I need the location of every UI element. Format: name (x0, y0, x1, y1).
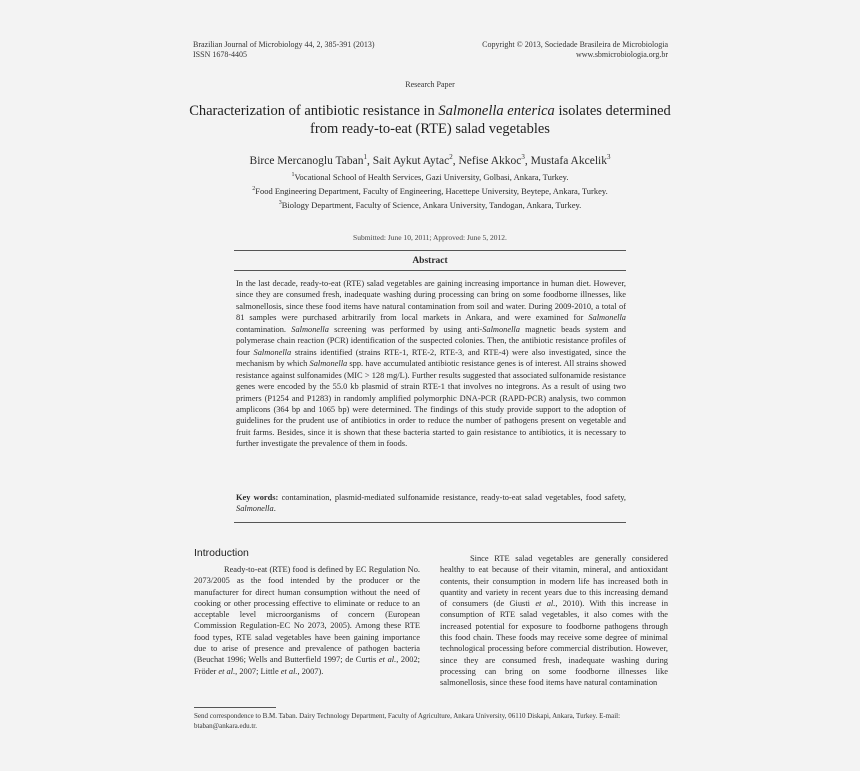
footnote-rule (194, 707, 276, 708)
intro-paragraph-1: Ready-to-eat (RTE) food is defined by EC Regulation No. 2073/2005 as the food intended by the producer or the manufacturer for direct human consumption without the need of cooking or other processing effective to eliminate or reduce to an acceptable level microorganisms of concern (European Commission Regulation-EC No 2073, 2005). Among these RTE food types, RTE salad vegetables have been gaining importance due to arise of presence and prevalence of pathogen bacteria (Beuchat 1996; Wells and Butterfield 1997; de Curtis et al., 2002; Fröder et al., 2007; Little et al., 2007). (194, 565, 421, 676)
abstract-heading-rule (234, 270, 626, 271)
title-line2: from ready-to-eat (RTE) salad vegetables (310, 121, 550, 137)
abstract-bottom-rule (234, 522, 626, 523)
affiliation: $^1$Vocational School of Health Services, Gazi University, Golbasi, Ankara, Turkey. (291, 171, 569, 182)
author: Nefise Akkoc$^3$, (458, 153, 531, 167)
abstract-top-rule (234, 250, 626, 251)
journal-citation (193, 40, 375, 60)
affiliations (180, 169, 680, 210)
article-type: Research Paper (405, 80, 455, 89)
journal-name: Brazilian Journal of Microbiology 44, 2, 385-391 (2013) (193, 40, 375, 49)
author-list (150, 150, 710, 168)
paper-title (180, 102, 680, 138)
author: Mustafa Akcelik$^3$ (530, 153, 611, 167)
title-text-end: isolates determined (554, 103, 671, 119)
correspondence-footnote: Send correspondence to B.M. Taban. Dairy Technology Department, Faculty of Agriculture, Ankara University, 06110 Diskapi, Ankara, Turkey. E-mail: btaban@ankara.edu.tr. (194, 712, 621, 730)
abstract-body: In the last decade, ready-to-eat (RTE) salad vegetables are gaining increasing importance in human diet. However, since they are consumed fresh, inadequate washing during processing can bring on some foodborne illnesses, like salmonellosis, since these food items have natural contamination from soil and water. During 2009-2010, a total of 81 samples were purchased arbitrarily from local markets in Ankara, and were examined for Salmonella contamination. Salmonella screening was performed by using anti-Salmonella magnetic beads system and polymerase chain reaction (PCR) identification of the suspected colonies. Then, the antibiotic resistance profiles of four Salmonella strains identified (strains RTE-1, RTE-2, RTE-3, and RTE-4) were also investigated, since the mechanism by which Salmonella spp. have accumulated antibiotic resistance genes is of interest. All strains showed resistance against sulfonamides (MIC > 128 mg/L). Further results suggested that associated sulfonamide resistance genes were encoded by the 55.0 kb plasmid of strain RTE-1 that involves no integrons. As a result of using two primers (P1254 and P1283) in randomly amplified polymorphic DNA-PCR (RAPD-PCR) analysis, two common amplicons (364 bp and 1065 bp) were determined. The findings of this study provide support to the adoption of guidelines for the prudent use of antibiotics in order to reduce the number of pathogens present on vegetable and fruit farms. Besides, since it is shown that these bacteria started to gain resistance to antibiotics, it is necessary to further investigate the prevalence of them in foods. (236, 279, 627, 449)
intro-paragraph-2: Since RTE salad vegetables are generally considered healthy to eat because of their vitamin, mineral, and antioxidant contents, their consumption in modern life has increased both in quantity and variety in recent years due to this increasing demand of consumers (de Giusti et al., 2010). With this increase in consumption of RTE salad vegetables, it also comes with the increased potential for exposure to foodborne pathogens through this food chain. These foods may receive some degree of minimal technological processing before commercial distribution. However, since they are consumed fresh, inadequate washing during processing can bring on some foodborne illnesses like salmonellosis, since these food items have natural contamination (440, 554, 669, 688)
author: Birce Mercanoglu Taban$^1$, (249, 153, 373, 167)
submission-dates: Submitted: June 10, 2011; Approved: June 5, 2012. (353, 233, 507, 242)
affiliation: $^3$Biology Department, Faculty of Science, Ankara University, Tandogan, Ankara, Turkey. (278, 199, 582, 210)
copyright-text: Copyright © 2013, Sociedade Brasileira de Microbiologia (482, 40, 668, 49)
title-text: Characterization of antibiotic resistance in (189, 103, 439, 119)
issn: ISSN 1678-4405 (193, 50, 248, 59)
abstract-heading: Abstract (412, 256, 448, 266)
author: Sait Aykut Aytac$^2$, (372, 153, 459, 167)
section-heading-introduction: Introduction (194, 547, 249, 559)
journal-url: www.sbmicrobiologia.org.br (576, 50, 668, 59)
keywords: Key words: contamination, plasmid-mediated sulfonamide resistance, ready-to-eat salad vegetables, food safety, Salmonella. (236, 493, 627, 514)
title-species: Salmonella enterica (438, 103, 555, 119)
affiliation: $^2$Food Engineering Department, Faculty of Engineering, Hacettepe University, Beytepe, Ankara, Turkey. (252, 185, 608, 196)
keywords-label: Key words: (236, 493, 279, 502)
copyright-block (482, 40, 668, 60)
